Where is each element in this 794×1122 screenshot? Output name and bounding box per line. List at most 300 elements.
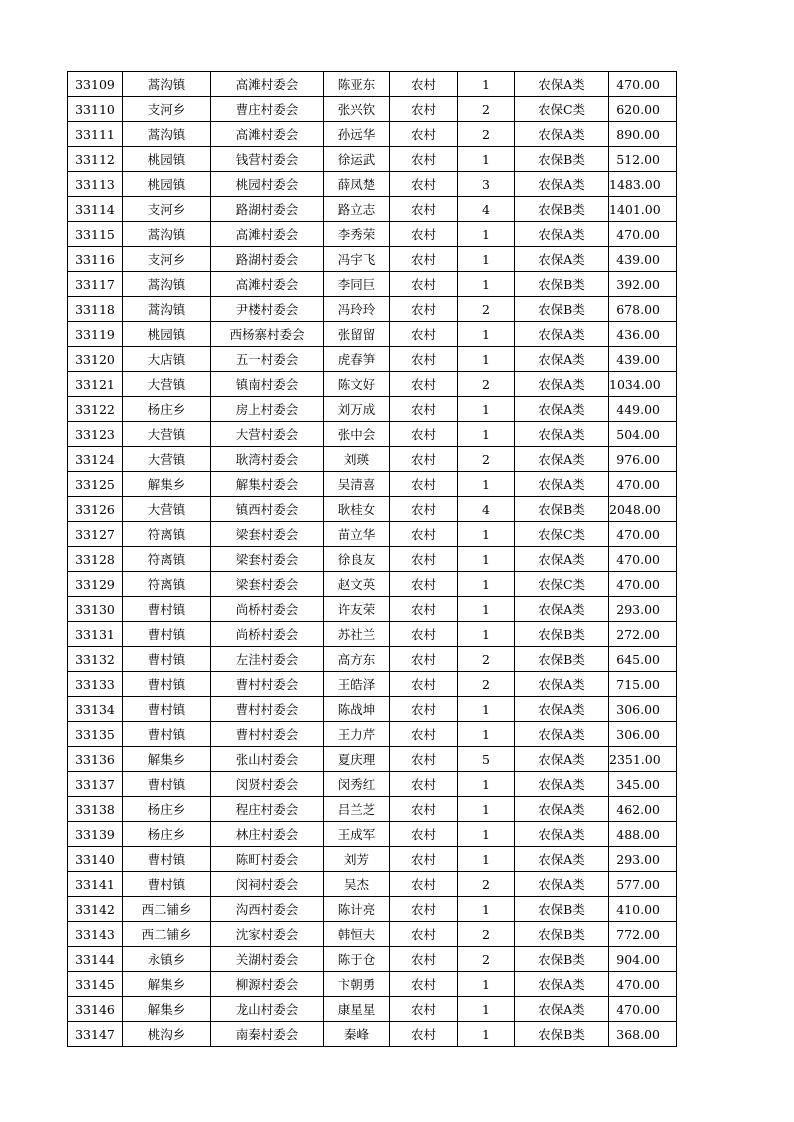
village-committee-cell: 关湖村委会 — [211, 947, 324, 972]
table-row — [68, 497, 677, 522]
insurance-category-cell: 农保B类 — [515, 147, 609, 172]
table-row — [68, 922, 677, 947]
document-page — [67, 71, 676, 1047]
amount-cell: 645.00 — [609, 647, 677, 672]
area-type-cell: 农村 — [390, 747, 458, 772]
name-cell: 王力芹 — [324, 722, 390, 747]
record-id-cell: 33117 — [68, 272, 123, 297]
township-cell: 蒿沟镇 — [123, 72, 211, 97]
township-cell: 桃园镇 — [123, 322, 211, 347]
household-count-cell: 1 — [458, 522, 515, 547]
village-committee-cell: 曹庄村委会 — [211, 97, 324, 122]
record-id-cell: 33133 — [68, 672, 123, 697]
record-id-cell: 33129 — [68, 572, 123, 597]
insurance-category-cell: 农保A类 — [515, 797, 609, 822]
village-committee-cell: 解集村委会 — [211, 472, 324, 497]
insurance-category-cell: 农保A类 — [515, 247, 609, 272]
village-committee-cell: 左洼村委会 — [211, 647, 324, 672]
record-id-cell: 33141 — [68, 872, 123, 897]
household-count-cell: 1 — [458, 472, 515, 497]
amount-cell: 1401.00 — [609, 197, 677, 222]
village-committee-cell: 镇西村委会 — [211, 497, 324, 522]
area-type-cell: 农村 — [390, 547, 458, 572]
area-type-cell: 农村 — [390, 622, 458, 647]
table-row — [68, 272, 677, 297]
table-row — [68, 172, 677, 197]
record-id-cell: 33122 — [68, 397, 123, 422]
household-count-cell: 5 — [458, 747, 515, 772]
record-id-cell: 33144 — [68, 947, 123, 972]
record-id-cell: 33134 — [68, 697, 123, 722]
village-committee-cell: 高滩村委会 — [211, 72, 324, 97]
township-cell: 永镇乡 — [123, 947, 211, 972]
record-id-cell: 33140 — [68, 847, 123, 872]
data-table — [67, 71, 677, 1047]
area-type-cell: 农村 — [390, 172, 458, 197]
village-committee-cell: 尹楼村委会 — [211, 297, 324, 322]
table-row — [68, 897, 677, 922]
township-cell: 桃园镇 — [123, 172, 211, 197]
table-row — [68, 872, 677, 897]
township-cell: 解集乡 — [123, 747, 211, 772]
insurance-category-cell: 农保A类 — [515, 747, 609, 772]
village-committee-cell: 曹村村委会 — [211, 672, 324, 697]
household-count-cell: 1 — [458, 72, 515, 97]
insurance-category-cell: 农保A类 — [515, 72, 609, 97]
amount-cell: 620.00 — [609, 97, 677, 122]
table-row — [68, 322, 677, 347]
household-count-cell: 2 — [458, 297, 515, 322]
household-count-cell: 1 — [458, 347, 515, 372]
area-type-cell: 农村 — [390, 297, 458, 322]
amount-cell: 512.00 — [609, 147, 677, 172]
amount-cell: 715.00 — [609, 672, 677, 697]
insurance-category-cell: 农保A类 — [515, 672, 609, 697]
amount-cell: 470.00 — [609, 997, 677, 1022]
township-cell: 解集乡 — [123, 472, 211, 497]
insurance-category-cell: 农保A类 — [515, 347, 609, 372]
record-id-cell: 33147 — [68, 1022, 123, 1047]
name-cell: 薛凤楚 — [324, 172, 390, 197]
table-row — [68, 622, 677, 647]
amount-cell: 272.00 — [609, 622, 677, 647]
name-cell: 虎春笋 — [324, 347, 390, 372]
village-committee-cell: 曹村村委会 — [211, 697, 324, 722]
area-type-cell: 农村 — [390, 497, 458, 522]
table-row — [68, 572, 677, 597]
household-count-cell: 2 — [458, 447, 515, 472]
table-row — [68, 97, 677, 122]
household-count-cell: 4 — [458, 497, 515, 522]
insurance-category-cell: 农保A类 — [515, 422, 609, 447]
household-count-cell: 1 — [458, 897, 515, 922]
table-row — [68, 372, 677, 397]
table-row — [68, 222, 677, 247]
insurance-category-cell: 农保A类 — [515, 397, 609, 422]
record-id-cell: 33130 — [68, 597, 123, 622]
name-cell: 刘万成 — [324, 397, 390, 422]
name-cell: 陈于仓 — [324, 947, 390, 972]
name-cell: 陈战坤 — [324, 697, 390, 722]
area-type-cell: 农村 — [390, 922, 458, 947]
amount-cell: 2351.00 — [609, 747, 677, 772]
name-cell: 苗立华 — [324, 522, 390, 547]
township-cell: 曹村镇 — [123, 597, 211, 622]
household-count-cell: 1 — [458, 847, 515, 872]
table-row — [68, 747, 677, 772]
record-id-cell: 33132 — [68, 647, 123, 672]
area-type-cell: 农村 — [390, 472, 458, 497]
record-id-cell: 33138 — [68, 797, 123, 822]
township-cell: 符离镇 — [123, 522, 211, 547]
table-row — [68, 447, 677, 472]
township-cell: 桃沟乡 — [123, 1022, 211, 1047]
table-row — [68, 147, 677, 172]
village-committee-cell: 路湖村委会 — [211, 197, 324, 222]
amount-cell: 470.00 — [609, 472, 677, 497]
village-committee-cell: 程庄村委会 — [211, 797, 324, 822]
name-cell: 刘瑛 — [324, 447, 390, 472]
village-committee-cell: 梁套村委会 — [211, 572, 324, 597]
insurance-category-cell: 农保A类 — [515, 597, 609, 622]
amount-cell: 772.00 — [609, 922, 677, 947]
record-id-cell: 33123 — [68, 422, 123, 447]
name-cell: 王成军 — [324, 822, 390, 847]
household-count-cell: 1 — [458, 1022, 515, 1047]
area-type-cell: 农村 — [390, 697, 458, 722]
village-committee-cell: 桃园村委会 — [211, 172, 324, 197]
area-type-cell: 农村 — [390, 897, 458, 922]
record-id-cell: 33139 — [68, 822, 123, 847]
amount-cell: 470.00 — [609, 222, 677, 247]
insurance-category-cell: 农保B类 — [515, 197, 609, 222]
village-committee-cell: 高滩村委会 — [211, 222, 324, 247]
area-type-cell: 农村 — [390, 997, 458, 1022]
village-committee-cell: 大营村委会 — [211, 422, 324, 447]
household-count-cell: 1 — [458, 422, 515, 447]
village-committee-cell: 尚桥村委会 — [211, 597, 324, 622]
area-type-cell: 农村 — [390, 947, 458, 972]
amount-cell: 345.00 — [609, 772, 677, 797]
area-type-cell: 农村 — [390, 722, 458, 747]
amount-cell: 293.00 — [609, 847, 677, 872]
township-cell: 曹村镇 — [123, 672, 211, 697]
name-cell: 冯宇飞 — [324, 247, 390, 272]
insurance-category-cell: 农保A类 — [515, 372, 609, 397]
name-cell: 吴清喜 — [324, 472, 390, 497]
table-row — [68, 697, 677, 722]
table-row — [68, 722, 677, 747]
township-cell: 蒿沟镇 — [123, 222, 211, 247]
amount-cell: 504.00 — [609, 422, 677, 447]
name-cell: 张中会 — [324, 422, 390, 447]
village-committee-cell: 高滩村委会 — [211, 272, 324, 297]
name-cell: 陈亚东 — [324, 72, 390, 97]
record-id-cell: 33111 — [68, 122, 123, 147]
amount-cell: 488.00 — [609, 822, 677, 847]
village-committee-cell: 南秦村委会 — [211, 1022, 324, 1047]
township-cell: 蒿沟镇 — [123, 122, 211, 147]
amount-cell: 577.00 — [609, 872, 677, 897]
township-cell: 杨庄乡 — [123, 797, 211, 822]
record-id-cell: 33118 — [68, 297, 123, 322]
area-type-cell: 农村 — [390, 647, 458, 672]
insurance-category-cell: 农保B类 — [515, 1022, 609, 1047]
insurance-category-cell: 农保B类 — [515, 647, 609, 672]
table-row — [68, 972, 677, 997]
table-row — [68, 347, 677, 372]
household-count-cell: 1 — [458, 222, 515, 247]
household-count-cell: 2 — [458, 372, 515, 397]
amount-cell: 470.00 — [609, 572, 677, 597]
amount-cell: 1483.00 — [609, 172, 677, 197]
table-row — [68, 772, 677, 797]
record-id-cell: 33114 — [68, 197, 123, 222]
township-cell: 解集乡 — [123, 997, 211, 1022]
record-id-cell: 33146 — [68, 997, 123, 1022]
insurance-category-cell: 农保A类 — [515, 997, 609, 1022]
township-cell: 支河乡 — [123, 197, 211, 222]
village-committee-cell: 路湖村委会 — [211, 247, 324, 272]
township-cell: 大营镇 — [123, 372, 211, 397]
insurance-category-cell: 农保B类 — [515, 897, 609, 922]
household-count-cell: 2 — [458, 922, 515, 947]
area-type-cell: 农村 — [390, 272, 458, 297]
record-id-cell: 33110 — [68, 97, 123, 122]
area-type-cell: 农村 — [390, 222, 458, 247]
household-count-cell: 1 — [458, 772, 515, 797]
township-cell: 桃园镇 — [123, 147, 211, 172]
amount-cell: 410.00 — [609, 897, 677, 922]
amount-cell: 306.00 — [609, 722, 677, 747]
name-cell: 赵文英 — [324, 572, 390, 597]
insurance-category-cell: 农保A类 — [515, 822, 609, 847]
amount-cell: 2048.00 — [609, 497, 677, 522]
township-cell: 支河乡 — [123, 97, 211, 122]
township-cell: 蒿沟镇 — [123, 272, 211, 297]
township-cell: 曹村镇 — [123, 772, 211, 797]
amount-cell: 470.00 — [609, 972, 677, 997]
insurance-category-cell: 农保A类 — [515, 447, 609, 472]
household-count-cell: 1 — [458, 547, 515, 572]
name-cell: 张兴钦 — [324, 97, 390, 122]
amount-cell: 904.00 — [609, 947, 677, 972]
record-id-cell: 33143 — [68, 922, 123, 947]
record-id-cell: 33121 — [68, 372, 123, 397]
household-count-cell: 1 — [458, 272, 515, 297]
table-row — [68, 472, 677, 497]
area-type-cell: 农村 — [390, 847, 458, 872]
household-count-cell: 1 — [458, 697, 515, 722]
amount-cell: 392.00 — [609, 272, 677, 297]
name-cell: 耿桂女 — [324, 497, 390, 522]
insurance-category-cell: 农保A类 — [515, 772, 609, 797]
area-type-cell: 农村 — [390, 422, 458, 447]
name-cell: 韩恒夫 — [324, 922, 390, 947]
township-cell: 蒿沟镇 — [123, 297, 211, 322]
table-row — [68, 997, 677, 1022]
table-row — [68, 1022, 677, 1047]
insurance-category-cell: 农保A类 — [515, 847, 609, 872]
village-committee-cell: 房上村委会 — [211, 397, 324, 422]
table-row — [68, 597, 677, 622]
name-cell: 夏庆理 — [324, 747, 390, 772]
township-cell: 曹村镇 — [123, 872, 211, 897]
household-count-cell: 2 — [458, 672, 515, 697]
name-cell: 卞朝勇 — [324, 972, 390, 997]
area-type-cell: 农村 — [390, 772, 458, 797]
household-count-cell: 1 — [458, 822, 515, 847]
record-id-cell: 33136 — [68, 747, 123, 772]
area-type-cell: 农村 — [390, 347, 458, 372]
amount-cell: 439.00 — [609, 247, 677, 272]
household-count-cell: 1 — [458, 572, 515, 597]
insurance-category-cell: 农保A类 — [515, 547, 609, 572]
village-committee-cell: 林庄村委会 — [211, 822, 324, 847]
name-cell: 吴杰 — [324, 872, 390, 897]
table-row — [68, 522, 677, 547]
amount-cell: 436.00 — [609, 322, 677, 347]
household-count-cell: 2 — [458, 872, 515, 897]
name-cell: 徐运武 — [324, 147, 390, 172]
household-count-cell: 1 — [458, 147, 515, 172]
household-count-cell: 1 — [458, 622, 515, 647]
record-id-cell: 33112 — [68, 147, 123, 172]
insurance-category-cell: 农保C类 — [515, 572, 609, 597]
amount-cell: 368.00 — [609, 1022, 677, 1047]
area-type-cell: 农村 — [390, 822, 458, 847]
area-type-cell: 农村 — [390, 72, 458, 97]
table-row — [68, 122, 677, 147]
area-type-cell: 农村 — [390, 397, 458, 422]
area-type-cell: 农村 — [390, 972, 458, 997]
record-id-cell: 33126 — [68, 497, 123, 522]
household-count-cell: 2 — [458, 122, 515, 147]
township-cell: 大营镇 — [123, 497, 211, 522]
village-committee-cell: 陈町村委会 — [211, 847, 324, 872]
household-count-cell: 3 — [458, 172, 515, 197]
table-row — [68, 422, 677, 447]
village-committee-cell: 钱营村委会 — [211, 147, 324, 172]
household-count-cell: 1 — [458, 597, 515, 622]
area-type-cell: 农村 — [390, 872, 458, 897]
household-count-cell: 1 — [458, 322, 515, 347]
area-type-cell: 农村 — [390, 1022, 458, 1047]
village-committee-cell: 耿湾村委会 — [211, 447, 324, 472]
village-committee-cell: 闵祠村委会 — [211, 872, 324, 897]
household-count-cell: 4 — [458, 197, 515, 222]
record-id-cell: 33127 — [68, 522, 123, 547]
record-id-cell: 33135 — [68, 722, 123, 747]
household-count-cell: 1 — [458, 997, 515, 1022]
record-id-cell: 33131 — [68, 622, 123, 647]
name-cell: 王皓泽 — [324, 672, 390, 697]
amount-cell: 678.00 — [609, 297, 677, 322]
insurance-category-cell: 农保A类 — [515, 322, 609, 347]
village-committee-cell: 西杨寨村委会 — [211, 322, 324, 347]
amount-cell: 449.00 — [609, 397, 677, 422]
name-cell: 孙远华 — [324, 122, 390, 147]
area-type-cell: 农村 — [390, 672, 458, 697]
township-cell: 大营镇 — [123, 422, 211, 447]
name-cell: 吕兰芝 — [324, 797, 390, 822]
amount-cell: 1034.00 — [609, 372, 677, 397]
household-count-cell: 1 — [458, 247, 515, 272]
amount-cell: 439.00 — [609, 347, 677, 372]
record-id-cell: 33120 — [68, 347, 123, 372]
insurance-category-cell: 农保A类 — [515, 172, 609, 197]
table-row — [68, 822, 677, 847]
record-id-cell: 33119 — [68, 322, 123, 347]
table-row — [68, 672, 677, 697]
insurance-category-cell: 农保A类 — [515, 722, 609, 747]
name-cell: 徐良友 — [324, 547, 390, 572]
amount-cell: 470.00 — [609, 522, 677, 547]
household-count-cell: 1 — [458, 397, 515, 422]
record-id-cell: 33128 — [68, 547, 123, 572]
township-cell: 曹村镇 — [123, 622, 211, 647]
amount-cell: 306.00 — [609, 697, 677, 722]
village-committee-cell: 梁套村委会 — [211, 547, 324, 572]
table-row — [68, 947, 677, 972]
area-type-cell: 农村 — [390, 97, 458, 122]
insurance-category-cell: 农保A类 — [515, 872, 609, 897]
table-row — [68, 72, 677, 97]
record-id-cell: 33124 — [68, 447, 123, 472]
table-row — [68, 247, 677, 272]
table-row — [68, 797, 677, 822]
table-row — [68, 397, 677, 422]
insurance-category-cell: 农保C类 — [515, 522, 609, 547]
village-committee-cell: 龙山村委会 — [211, 997, 324, 1022]
table-row — [68, 197, 677, 222]
name-cell: 高方东 — [324, 647, 390, 672]
village-committee-cell: 梁套村委会 — [211, 522, 324, 547]
insurance-category-cell: 农保A类 — [515, 697, 609, 722]
area-type-cell: 农村 — [390, 247, 458, 272]
township-cell: 大店镇 — [123, 347, 211, 372]
record-id-cell: 33116 — [68, 247, 123, 272]
insurance-category-cell: 农保A类 — [515, 472, 609, 497]
insurance-category-cell: 农保A类 — [515, 122, 609, 147]
record-id-cell: 33109 — [68, 72, 123, 97]
village-committee-cell: 柳源村委会 — [211, 972, 324, 997]
household-count-cell: 1 — [458, 797, 515, 822]
name-cell: 路立志 — [324, 197, 390, 222]
township-cell: 曹村镇 — [123, 647, 211, 672]
name-cell: 陈文好 — [324, 372, 390, 397]
amount-cell: 470.00 — [609, 547, 677, 572]
township-cell: 大营镇 — [123, 447, 211, 472]
area-type-cell: 农村 — [390, 322, 458, 347]
insurance-category-cell: 农保A类 — [515, 222, 609, 247]
record-id-cell: 33142 — [68, 897, 123, 922]
village-committee-cell: 尚桥村委会 — [211, 622, 324, 647]
record-id-cell: 33137 — [68, 772, 123, 797]
name-cell: 许友荣 — [324, 597, 390, 622]
insurance-category-cell: 农保B类 — [515, 497, 609, 522]
table-row — [68, 547, 677, 572]
insurance-category-cell: 农保B类 — [515, 922, 609, 947]
insurance-category-cell: 农保B类 — [515, 622, 609, 647]
name-cell: 冯玲玲 — [324, 297, 390, 322]
record-id-cell: 33113 — [68, 172, 123, 197]
amount-cell: 976.00 — [609, 447, 677, 472]
amount-cell: 890.00 — [609, 122, 677, 147]
village-committee-cell: 张山村委会 — [211, 747, 324, 772]
insurance-category-cell: 农保C类 — [515, 97, 609, 122]
area-type-cell: 农村 — [390, 197, 458, 222]
